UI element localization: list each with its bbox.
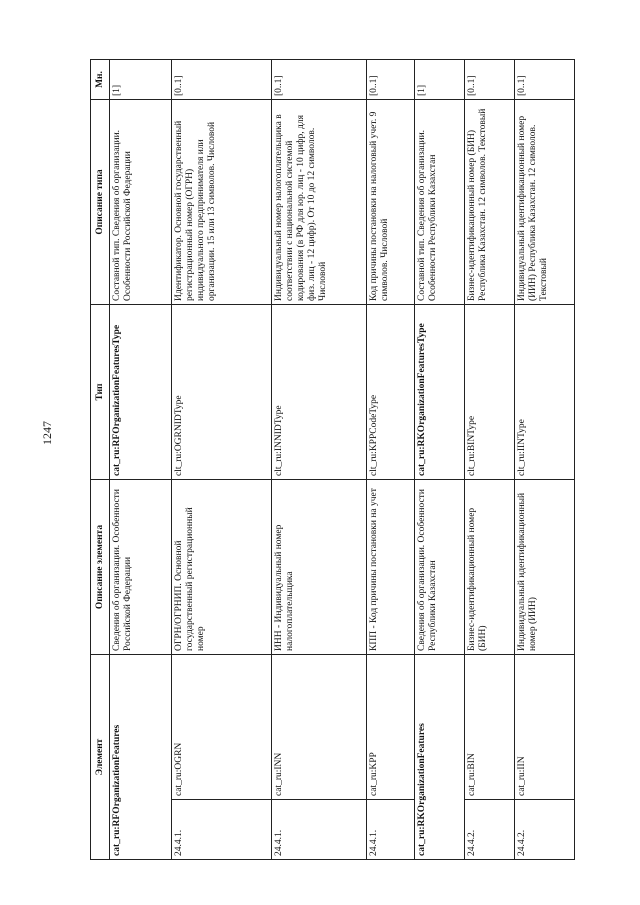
type-description: Индивидуальный номер налогоплательщика в соответствии с национальной системой кодирования (в РФ для юр. лиц - 10 цифр, для физ. лиц - 12 цифр). От 10 до 12 символов. Числовой xyxy=(272,99,367,304)
type-name: clt_ru:KPPCodeType xyxy=(367,304,415,479)
header-element-desc: Описание элемента xyxy=(91,479,110,654)
element-name: cat_ru:RFOrganizationFeatures xyxy=(110,654,172,859)
type-description: Код причины постановки на налоговый учет. 9 символов. Числовой xyxy=(367,99,415,304)
type-name: cat_ru:RKOrganizationFeaturesType xyxy=(415,304,465,479)
row-number: 24.4.1. xyxy=(272,800,367,860)
type-description: Бизнес-идентификационный номер (БИН) Республика Казахстан. 12 символов. Текстовый xyxy=(465,99,515,304)
table-row xyxy=(172,59,272,859)
element-name: cat_ru:RKOrganizationFeatures xyxy=(415,654,465,859)
rotated-table-container xyxy=(90,60,610,860)
type-description: Идентификатор. Основной государственный регистрационный номер (ОГРН) индивидуального предпринимателя или организации. 15 или 13 символов. Числовой xyxy=(172,99,272,304)
row-number: 24.4.2. xyxy=(515,800,575,860)
header-multiplicity: Мн. xyxy=(91,59,110,99)
element-description: Бизнес-идентификационный номер (БИН) xyxy=(465,479,515,654)
element-name: cat_ru:IIN xyxy=(515,654,575,799)
type-description: Индивидуальный идентификационный номер (ИИН) Республика Казахстан. 12 символов. Текстовый xyxy=(515,99,575,304)
header-type-desc: Описание типа xyxy=(91,99,110,304)
multiplicity: [0..1] xyxy=(172,59,272,99)
header-element: Элемент xyxy=(91,654,110,859)
type-name: clt_ru:BINType xyxy=(465,304,515,479)
type-name: clt_ru:INNIDType xyxy=(272,304,367,479)
schema-table xyxy=(90,59,575,860)
element-description: Сведения об организации. Особенности Российской Федерации xyxy=(110,479,172,654)
element-description: ИНН - Индивидуальный номер налогоплательщика xyxy=(272,479,367,654)
type-name: cat_ru:RFOrganizationFeaturesType xyxy=(110,304,172,479)
table-row xyxy=(465,59,515,859)
table-row xyxy=(515,59,575,859)
element-description: КПП - Код причины постановки на учет xyxy=(367,479,415,654)
type-description: Составной тип. Сведения об организации. Особенности Республики Казахстан xyxy=(415,99,465,304)
element-name: cat_ru:OGRN xyxy=(172,654,272,799)
element-description: Сведения об организации. Особенности Республики Казахстан xyxy=(415,479,465,654)
multiplicity: [0..1] xyxy=(515,59,575,99)
table-row xyxy=(272,59,367,859)
multiplicity: [0..1] xyxy=(272,59,367,99)
type-name: clt_ru:IINType xyxy=(515,304,575,479)
row-number: 24.4.1. xyxy=(172,800,272,860)
table-header-row xyxy=(91,59,110,859)
table-row xyxy=(110,59,172,859)
type-name: clt_ru:OGRNIDType xyxy=(172,304,272,479)
header-type: Тип xyxy=(91,304,110,479)
row-number: 24.4.2. xyxy=(465,800,515,860)
page-number: 1247 xyxy=(40,421,54,445)
multiplicity: [0..1] xyxy=(367,59,415,99)
multiplicity: [1] xyxy=(415,59,465,99)
element-description: ОГРН/ОГРНИП. Основной государственный регистрационный номер xyxy=(172,479,272,654)
element-description: Индивидуальный идентификационный номер (ИИН) xyxy=(515,479,575,654)
element-name: cat_ru:BIN xyxy=(465,654,515,799)
table-row xyxy=(367,59,415,859)
row-number: 24.4.1. xyxy=(367,800,415,860)
multiplicity: [0..1] xyxy=(465,59,515,99)
table-row xyxy=(415,59,465,859)
element-name: cat_ru:INN xyxy=(272,654,367,799)
multiplicity: [1] xyxy=(110,59,172,99)
type-description: Составной тип. Сведения об организации. Особенности Российской Федерации xyxy=(110,99,172,304)
element-name: cat_ru:KPP xyxy=(367,654,415,799)
